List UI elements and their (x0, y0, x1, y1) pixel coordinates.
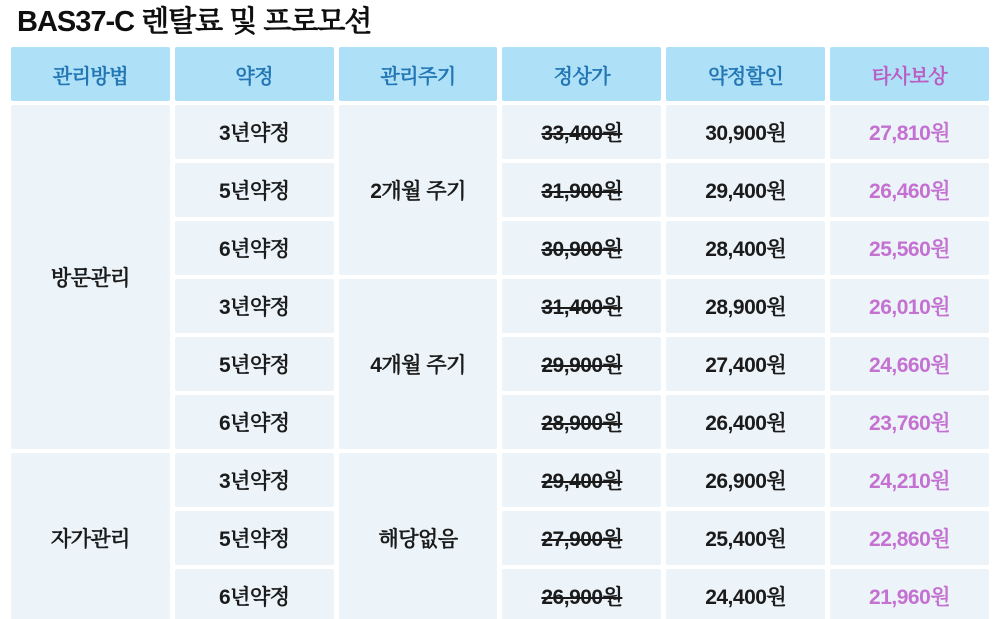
normal-price-cell: 29,400원 (502, 453, 661, 507)
competitor-price-cell: 26,010원 (830, 279, 989, 333)
discount-price-cell: 25,400원 (666, 511, 825, 565)
cycle-cell: 4개월 주기 (339, 279, 498, 449)
normal-price-cell: 26,900원 (502, 569, 661, 619)
competitor-price-cell: 23,760원 (830, 395, 989, 449)
competitor-price-cell: 22,860원 (830, 511, 989, 565)
table-body (11, 105, 989, 619)
discount-price-cell: 28,400원 (666, 221, 825, 275)
normal-price-cell: 30,900원 (502, 221, 661, 275)
normal-price-cell: 27,900원 (502, 511, 661, 565)
contract-cell: 6년약정 (175, 395, 334, 449)
management-cell: 방문관리 (11, 105, 170, 449)
competitor-price-cell: 26,460원 (830, 163, 989, 217)
col-header-contract-discount: 약정할인 (666, 47, 825, 101)
discount-price-cell: 24,400원 (666, 569, 825, 619)
discount-price-cell: 26,900원 (666, 453, 825, 507)
competitor-price-cell: 25,560원 (830, 221, 989, 275)
contract-cell: 5년약정 (175, 511, 334, 565)
table-row (11, 453, 989, 507)
competitor-price-cell: 24,660원 (830, 337, 989, 391)
contract-cell: 5년약정 (175, 337, 334, 391)
cycle-cell: 해당없음 (339, 453, 498, 619)
pricing-table (6, 43, 994, 619)
competitor-price-cell: 27,810원 (830, 105, 989, 159)
contract-cell: 5년약정 (175, 163, 334, 217)
col-header-contract: 약정 (175, 47, 334, 101)
cycle-cell: 2개월 주기 (339, 105, 498, 275)
col-header-normal-price: 정상가 (502, 47, 661, 101)
contract-cell: 3년약정 (175, 453, 334, 507)
normal-price-cell: 31,900원 (502, 163, 661, 217)
discount-price-cell: 27,400원 (666, 337, 825, 391)
normal-price-cell: 31,400원 (502, 279, 661, 333)
management-cell: 자가관리 (11, 453, 170, 619)
contract-cell: 3년약정 (175, 105, 334, 159)
contract-cell: 3년약정 (175, 279, 334, 333)
normal-price-cell: 33,400원 (502, 105, 661, 159)
discount-price-cell: 29,400원 (666, 163, 825, 217)
table-row (11, 105, 989, 159)
discount-price-cell: 26,400원 (666, 395, 825, 449)
table-header (11, 47, 989, 101)
competitor-price-cell: 24,210원 (830, 453, 989, 507)
col-header-management: 관리방법 (11, 47, 170, 101)
page-title: BAS37-C 렌탈료 및 프로모션 (17, 6, 372, 38)
competitor-price-cell: 21,960원 (830, 569, 989, 619)
col-header-competitor-reward: 타사보상 (830, 47, 989, 101)
discount-price-cell: 30,900원 (666, 105, 825, 159)
col-header-cycle: 관리주기 (339, 47, 498, 101)
header-row (11, 47, 989, 101)
discount-price-cell: 28,900원 (666, 279, 825, 333)
contract-cell: 6년약정 (175, 569, 334, 619)
normal-price-cell: 28,900원 (502, 395, 661, 449)
contract-cell: 6년약정 (175, 221, 334, 275)
normal-price-cell: 29,900원 (502, 337, 661, 391)
